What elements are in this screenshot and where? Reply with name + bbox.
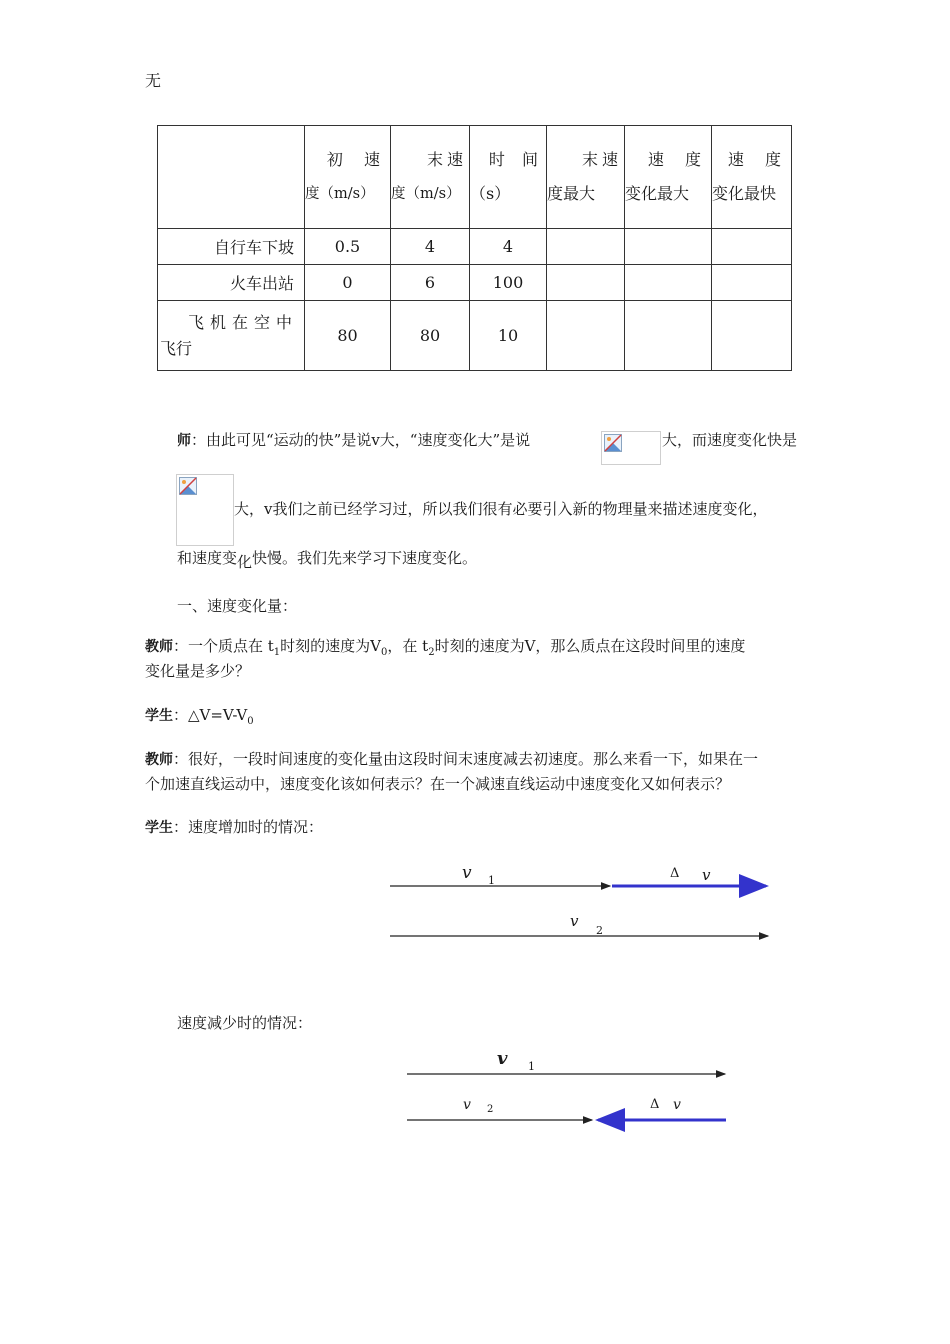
student-answer-1: 学生：$\triangle V=V-V_0$ (145, 706, 254, 727)
increase-v2-label: v (570, 912, 579, 930)
decrease-v1-subscript: 1 (528, 1060, 535, 1073)
header-max-final-velocity: 末速 度最大 (547, 126, 625, 229)
increase-delta-v-label: v (702, 866, 711, 884)
table-cell: 6 (391, 265, 470, 301)
speaker-label: 教师 (145, 639, 173, 655)
paragraph-teacher-intro-cont: 大，而速度变化快是 (662, 431, 798, 449)
header-max-velocity-change: 速 度 变化最大 (625, 126, 712, 229)
decrease-delta-label: Δ (650, 1097, 660, 1112)
paragraph-teacher-intro: 师：由此可见“运动的快”是说v大，“速度变化大”是说 (177, 431, 531, 449)
paragraph-teacher-intro-line2: 大，v我们之前已经学习过，所以我们很有必要引入新的物理量来描述速度变化， (234, 500, 768, 518)
row-label: 火车出站 (158, 265, 305, 301)
table-cell: 100 (470, 265, 547, 301)
teacher-question-1-line2: 变化量是多少？ (145, 662, 251, 680)
decrease-v1-label: v (497, 1048, 508, 1069)
paragraph-teacher-intro-line3: 和速度变化快慢。我们先来学习下速度变化。 (177, 549, 478, 571)
header-time: 时 间 （s） (470, 126, 547, 229)
header-final-velocity: 末速 度（m/s） (391, 126, 470, 229)
decrease-caption: 速度减少时的情况： (177, 1014, 313, 1032)
increase-v1-label: v (462, 863, 472, 883)
table-cell: 0 (305, 265, 391, 301)
decrease-v2-subscript: 2 (487, 1104, 494, 1115)
increase-delta-label: Δ (670, 866, 680, 881)
decrease-delta-v-label: v (673, 1097, 681, 1113)
row-label: 自行车下坡 (158, 229, 305, 265)
table-cell: 80 (305, 301, 391, 371)
row-label: 飞机在空中 飞行 (158, 301, 305, 371)
table-cell: 4 (391, 229, 470, 265)
header-fastest-velocity-change: 速 度 变化最快 (712, 126, 792, 229)
table-cell: 0.5 (305, 229, 391, 265)
increase-v1-subscript: 1 (488, 874, 495, 887)
table-cell: 4 (470, 229, 547, 265)
header-initial-velocity: 初 速 度（m/s） (305, 126, 391, 229)
section-heading: 一、速度变化量： (177, 597, 298, 615)
speaker-label: 学生 (145, 708, 173, 724)
teacher-question-2: 教师：很好，一段时间速度的变化量由这段时间末速度减去初速度。那么来看一下，如果在一 (145, 750, 759, 768)
teacher-question-1: 教师：一个质点在 $t_1$时刻的速度为$V_0$，在 $t_2$时刻的速度为V，那么质点在这段时间里的速度 (145, 637, 746, 658)
table-cell: 10 (470, 301, 547, 371)
speaker-label: 教师 (145, 752, 173, 768)
increase-v2-subscript: 2 (596, 924, 603, 937)
student-answer-2: 学生：速度增加时的情况： (145, 818, 324, 836)
header-char: 无 (145, 71, 162, 90)
speaker-label: 学生 (145, 820, 173, 836)
teacher-question-2-line2: 个加速直线运动中，速度变化该如何表示？在一个减速直线运动中速度变化又如何表示？ (145, 775, 731, 793)
decrease-v2-label: v (463, 1097, 471, 1113)
speaker-label: 师 (177, 433, 191, 449)
table-cell: 80 (391, 301, 470, 371)
